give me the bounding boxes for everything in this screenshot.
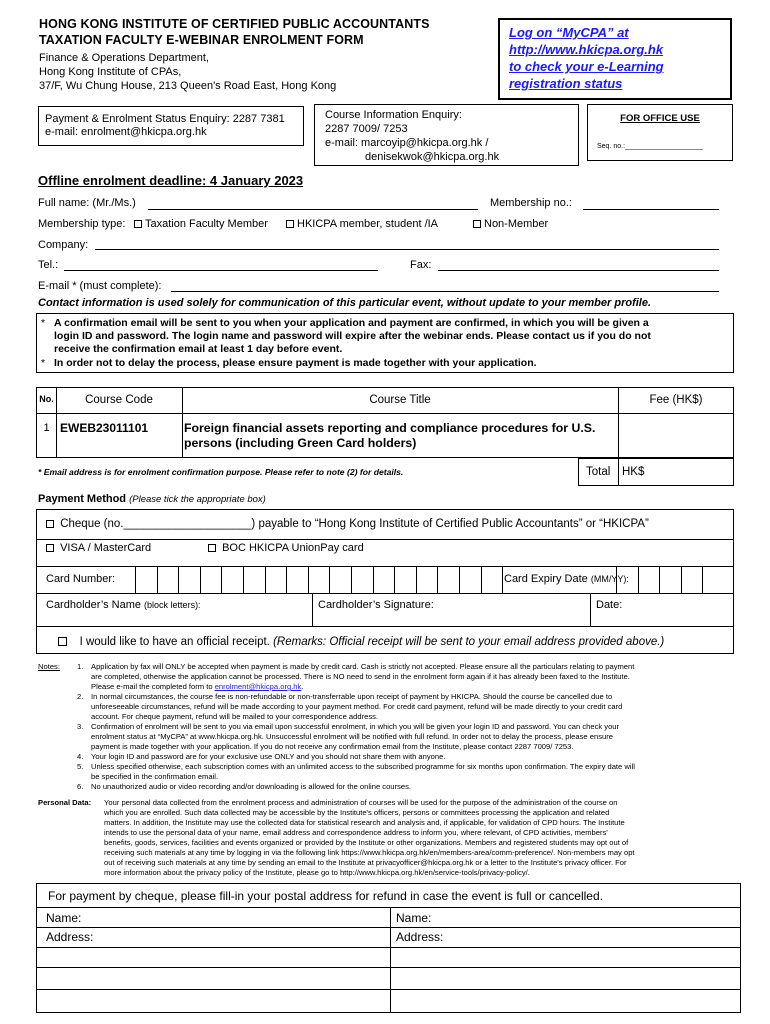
payment-method-box <box>36 509 734 654</box>
company-label: Company: <box>38 239 89 251</box>
email-label: E-mail * (must complete): <box>38 280 162 292</box>
option-boc-unionpay[interactable] <box>208 542 364 554</box>
tel-input[interactable] <box>64 270 378 271</box>
card-expiry-text: Card Expiry Date <box>504 573 588 585</box>
official-receipt-remark: (Remarks: Official receipt will be sent to your email address provided above.) <box>273 636 665 648</box>
refund-column-divider <box>390 907 391 1013</box>
note-3-line-1: Confirmation of enrolment will be sent to you via email upon successful enrolment, in which you will be given your login ID and password. You can check your <box>91 722 620 731</box>
refund-heading: For payment by cheque, please fill-in your postal address for refund in case the event is full or cancelled. <box>48 889 603 903</box>
row-course-title-line-1: Foreign financial assets reporting and compliance procedures for U.S. <box>184 421 596 435</box>
col-header-course-title: Course Title <box>369 394 431 406</box>
option-taxation-faculty-label: Taxation Faculty Member <box>145 218 268 230</box>
card-number-label: Card Number: <box>46 573 116 585</box>
personal-data-line: intends to use the personal data of your name, email address and correspondence address to inform you, where relevant, of CPD activities, members' <box>104 828 608 837</box>
refund-name-right[interactable]: Name: <box>396 911 432 925</box>
personal-data-line: Your personal data collected from the enrolment process and administration of courses will be used for the purpose of the administration of the course on <box>104 798 618 807</box>
personal-data-line: which you are enrolled. Such data collected may be accessible by the Institute's officers, persons or committees processing the application and related <box>104 808 610 817</box>
payment-method-label: Payment Method <box>38 493 127 505</box>
total-divider <box>618 458 619 486</box>
enrolment-email-link[interactable]: enrolment@hkicpa.org.hk <box>214 682 302 691</box>
col-header-course-code: Course Code <box>85 394 153 406</box>
personal-data-line: benefits, goods, services, facilities and events organized or provided by the Institute or other organizations. Members and registered students may opt out of <box>104 838 629 847</box>
payment-divider <box>36 626 734 627</box>
note-3-line-3: payment is made together with your application. If you do not receive any confirmation email from the Institute, please contact 2287 7009/ 7253. <box>91 742 574 751</box>
office-use-box <box>587 104 733 161</box>
official-receipt-label: I would like to have an official receipt. <box>79 636 270 648</box>
row-course-title-line-2: persons (including Green Card holders) <box>184 436 417 450</box>
email-footnote: * Email address is for enrolment confirmation purpose. Please refer to note (2) for details. <box>38 467 404 477</box>
total-value[interactable]: HK$ <box>622 466 645 478</box>
payment-method-hint: (Please tick the appropriate box) <box>129 494 266 505</box>
date-label[interactable]: Date: <box>596 599 623 611</box>
personal-data-line: out of receiving such materials at any time by sending an email to the Institute at privacyofficer@hkicpa.org.hk or a letter to the Institute's privacy officer. For <box>104 858 627 867</box>
membership-type-label: Membership type: <box>38 218 126 230</box>
note-1-line-1: Application by fax will ONLY be accepted when payment is made by credit card. Cash is strictly not accepted. Please ensure all the particulars relating to payment <box>91 662 635 671</box>
address-line-3: 37/F, Wu Chung House, 213 Queen's Road East, Hong Kong <box>39 80 337 92</box>
col-header-fee: Fee (HK$) <box>649 394 703 406</box>
membership-no-label: Membership no.: <box>490 197 572 209</box>
option-taxation-faculty[interactable] <box>134 218 268 230</box>
note-number: 4. <box>77 752 84 761</box>
notice-item-2: In order not to delay the process, please ensure payment is made together with your application. <box>54 357 537 369</box>
course-enquiry-phone: 2287 7009/ 7253 <box>325 123 408 135</box>
note-number: 2. <box>77 692 84 701</box>
course-enquiry-email-2: denisekwok@hkicpa.org.hk <box>365 151 500 163</box>
option-cheque-label: Cheque (no.____________________) payable to “Hong Kong Institute of Certified Public Accountants” or “HKICPA” <box>60 518 649 530</box>
option-non-member[interactable] <box>473 218 548 230</box>
address-line-2: Hong Kong Institute of CPAs, <box>39 66 182 78</box>
personal-data-line: receiving such materials at any time by logging in via the following link https://www.hkicpa.org.hk/en/members-area/comm-preference/. Non-members may opt <box>104 848 635 857</box>
contact-info-note: Contact information is used solely for communication of this particular event, without update to your member profile. <box>38 297 652 309</box>
seq-no-field: Seq. no.:____________________ <box>597 143 703 150</box>
note-2-line-2: unforeseeable circumstances, refund will be made according to your payment method. For credit card payment, refund will be made directly to your credit card <box>91 702 623 711</box>
notice-item-1-line-3: receive the confirmation email at least 1 day before event. <box>54 343 343 355</box>
logon-line-1: Log on “MyCPA” at <box>509 25 629 40</box>
cardholder-name-label[interactable] <box>46 599 201 611</box>
confirmation-notice-box <box>36 313 734 373</box>
checkbox-icon[interactable] <box>286 220 294 228</box>
payment-divider <box>36 539 734 540</box>
personal-data-line: matters. In addition, the Institute may use the collected data for statistical research and analysis and, if applicable, for validation of CPD hours. The Institute <box>104 818 625 827</box>
membership-no-input[interactable] <box>583 209 719 210</box>
refund-divider <box>36 967 741 968</box>
fax-input[interactable] <box>438 270 719 271</box>
cardholder-name-hint: (block letters): <box>144 600 201 610</box>
payment-enquiry-email: e-mail: enrolment@hkicpa.org.hk <box>45 126 207 138</box>
full-name-label: Full name: (Mr./Ms.) <box>38 197 136 209</box>
checkbox-icon[interactable] <box>208 544 216 552</box>
note-4-line-1: Your login ID and password are for your exclusive use ONLY and you should not share them with anyone. <box>91 752 446 761</box>
tel-label: Tel.: <box>38 259 59 271</box>
address-line-1: Finance & Operations Department, <box>39 52 209 64</box>
option-hkicpa-member-label: HKICPA member, student /IA <box>297 218 439 230</box>
enrolment-deadline: Offline enrolment deadline: 4 January 2023 <box>38 173 304 188</box>
option-visa-mastercard-label: VISA / MasterCard <box>60 542 152 554</box>
notes-list <box>77 662 737 792</box>
payment-enquiry-phone: Payment & Enrolment Status Enquiry: 2287 7381 <box>45 113 285 125</box>
course-enquiry-label: Course Information Enquiry: <box>325 109 462 121</box>
checkbox-icon[interactable] <box>134 220 142 228</box>
note-1-line-3-text: Please e-mail the completed form to <box>91 682 213 691</box>
refund-divider <box>36 989 741 990</box>
row-course-code: EWEB23011101 <box>60 421 149 435</box>
card-expiry-label <box>504 573 629 585</box>
course-enquiry-box <box>314 104 579 166</box>
logon-line-3: to check your e-Learning <box>509 59 664 74</box>
card-expiry-format: (MM/YY): <box>590 574 629 584</box>
form-title: TAXATION FACULTY E-WEBINAR ENROLMENT FORM <box>39 33 364 47</box>
note-5-line-1: Unless specified otherwise, each subscription comes with an unlimited access to the subscribed programme for six months upon confirmation. The expiry date will <box>91 762 635 771</box>
mycpa-logon-box <box>498 18 732 100</box>
col-header-no: No. <box>39 394 54 404</box>
note-number: 5. <box>77 762 84 771</box>
option-official-receipt[interactable] <box>58 636 664 648</box>
logon-line-4: registration status <box>509 76 623 91</box>
notice-bullet-2: * <box>41 357 46 369</box>
email-input[interactable] <box>171 291 719 292</box>
personal-data-text <box>104 798 738 878</box>
date-divider <box>590 593 591 626</box>
note-number: 3. <box>77 722 84 731</box>
checkbox-icon[interactable] <box>46 520 54 528</box>
option-cheque[interactable] <box>46 518 649 530</box>
note-1-line-3 <box>91 682 737 692</box>
checkbox-icon[interactable] <box>473 220 481 228</box>
note-2-line-3: account. For cheque payment, refund will be mailed to your correspondence address. <box>91 712 379 721</box>
option-visa-mastercard[interactable] <box>46 542 151 554</box>
payment-method-heading <box>38 493 266 505</box>
note-number: 6. <box>77 782 84 791</box>
checkbox-icon[interactable] <box>46 544 54 552</box>
note-3-line-2: enrolment status at “MyCPA” at www.hkicpa.org.hk. Unsuccessful enrolment will be notified with full refund. In order not to delay the process, please ensure <box>91 732 613 741</box>
payment-enquiry-box <box>38 106 304 146</box>
option-non-member-label: Non-Member <box>484 218 549 230</box>
course-enquiry-email-1: e-mail: marcoyip@hkicpa.org.hk / <box>325 137 489 149</box>
note-number: 1. <box>77 662 84 671</box>
course-table-header-divider <box>36 413 734 414</box>
full-name-input[interactable] <box>148 209 478 210</box>
row-no: 1 <box>43 422 50 434</box>
note-5-line-2: be specified in the confirmation email. <box>91 772 219 781</box>
notice-item-1-line-1: A confirmation email will be sent to you when your application and payment are confirmed, in which you will be given a <box>54 317 649 329</box>
refund-divider <box>36 947 741 948</box>
option-hkicpa-member[interactable] <box>286 218 438 230</box>
office-use-label: FOR OFFICE USE <box>620 113 700 124</box>
company-input[interactable] <box>95 249 719 250</box>
personal-data-label: Personal Data: <box>38 798 92 807</box>
notice-item-1-line-2: login ID and password. The login name and password will expire after the webinar ends. Please contact us if you do not <box>54 330 651 342</box>
refund-address-right[interactable]: Address: <box>396 930 444 944</box>
refund-divider <box>36 927 741 928</box>
note-1-tail: . <box>301 682 304 691</box>
note-2-line-1: In normal circumstances, the course fee is non-refundable or non-transferrable upon receipt of payment by HKICPA. Should the course be cancelled due to <box>91 692 613 701</box>
notice-bullet-1: * <box>41 317 46 329</box>
fax-label: Fax: <box>410 259 432 271</box>
refund-address-left[interactable]: Address: <box>46 930 94 944</box>
total-label: Total <box>586 466 611 478</box>
note-1-line-2: are completed, otherwise the application cannot be processed. There is NO need to send in the enrolment form again if it has already been faxed to the Institute. <box>91 672 630 681</box>
personal-data-line: more information about the privacy policy of the Institute, please go to http://www.hkicpa.org.hk/en/service-tools/privacy-policy/. <box>104 868 530 877</box>
cardholder-name-text: Cardholder’s Name <box>46 599 141 611</box>
refund-name-left[interactable]: Name: <box>46 911 82 925</box>
payment-divider <box>36 593 734 594</box>
signature-divider <box>312 593 313 626</box>
note-6-line-1: No unauthorized audio or video recording and/or downloading is allowed for the online courses. <box>91 782 411 791</box>
payment-divider <box>36 566 734 567</box>
form-org-title: HONG KONG INSTITUTE OF CERTIFIED PUBLIC ACCOUNTANTS <box>39 17 430 31</box>
option-boc-unionpay-label: BOC HKICPA UnionPay card <box>222 542 364 554</box>
mycpa-link[interactable]: http://www.hkicpa.org.hk <box>509 42 664 57</box>
notes-label: Notes: <box>38 662 60 671</box>
refund-divider <box>36 907 741 908</box>
checkbox-icon[interactable] <box>58 637 67 646</box>
cardholder-signature-label[interactable]: Cardholder’s Signature: <box>318 599 434 611</box>
